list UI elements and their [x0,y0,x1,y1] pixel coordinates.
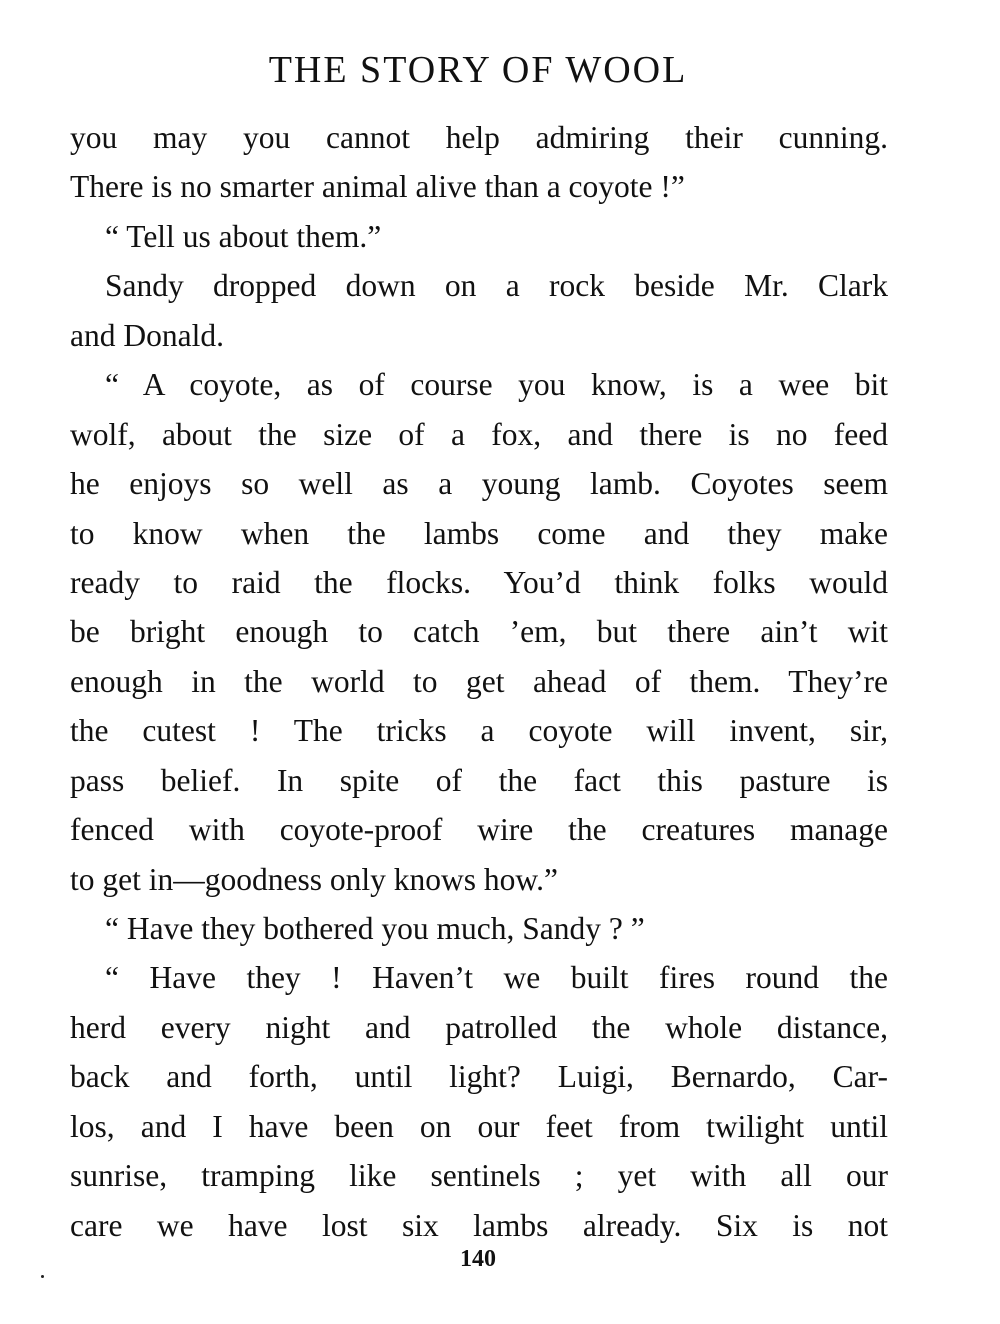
text-line: care we have lost six lambs already. Six is not [70,1207,888,1243]
text-line: sunrise, tramping like sentinels ; yet with all our [70,1158,888,1194]
text-line: herd every night and patrolled the whole distance, [70,1009,888,1045]
text-line: There is no smarter animal alive than a coyote !” [70,169,685,205]
text-line: Sandy dropped down on a rock beside Mr. Clark [105,268,888,304]
text-line: ready to raid the flocks. You’d think folks would [70,564,888,600]
text-line: the cutest ! The tricks a coyote will invent, sir, [70,713,888,749]
text-line: “ A coyote, as of course you know, is a wee bit [105,367,888,403]
text-line: “ Have they bothered you much, Sandy ? ” [105,911,645,946]
text-line: he enjoys so well as a young lamb. Coyotes seem [70,466,888,502]
text-line: enough in the world to get ahead of them. They’re [70,663,888,699]
text-line: to know when the lambs come and they make [70,515,888,551]
text-line: be bright enough to catch ’em, but there ain’t wit [70,614,888,650]
body-text [70,113,888,1250]
page-number: 140 [460,1246,496,1272]
running-head: THE STORY OF WOOL [268,49,688,91]
text-line: and Donald. [70,317,224,353]
text-line: “ Tell us about them.” [105,218,382,254]
text-line: wolf, about the size of a fox, and there is no feed [70,416,888,452]
text-line: you may you cannot help admiring their cunning. [70,120,888,155]
text-line: “ Have they ! Haven’t we built fires round the [105,960,888,996]
text-line: back and forth, until light? Luigi, Bernardo, Car- [70,1059,888,1095]
ink-speck [41,1275,44,1278]
text-line: fenced with coyote-proof wire the creatures manage [70,812,888,848]
text-line: los, and I have been on our feet from twilight until [70,1108,888,1144]
text-line: to get in—goodness only knows how.” [70,861,558,897]
text-line: pass belief. In spite of the fact this pasture is [70,762,888,798]
